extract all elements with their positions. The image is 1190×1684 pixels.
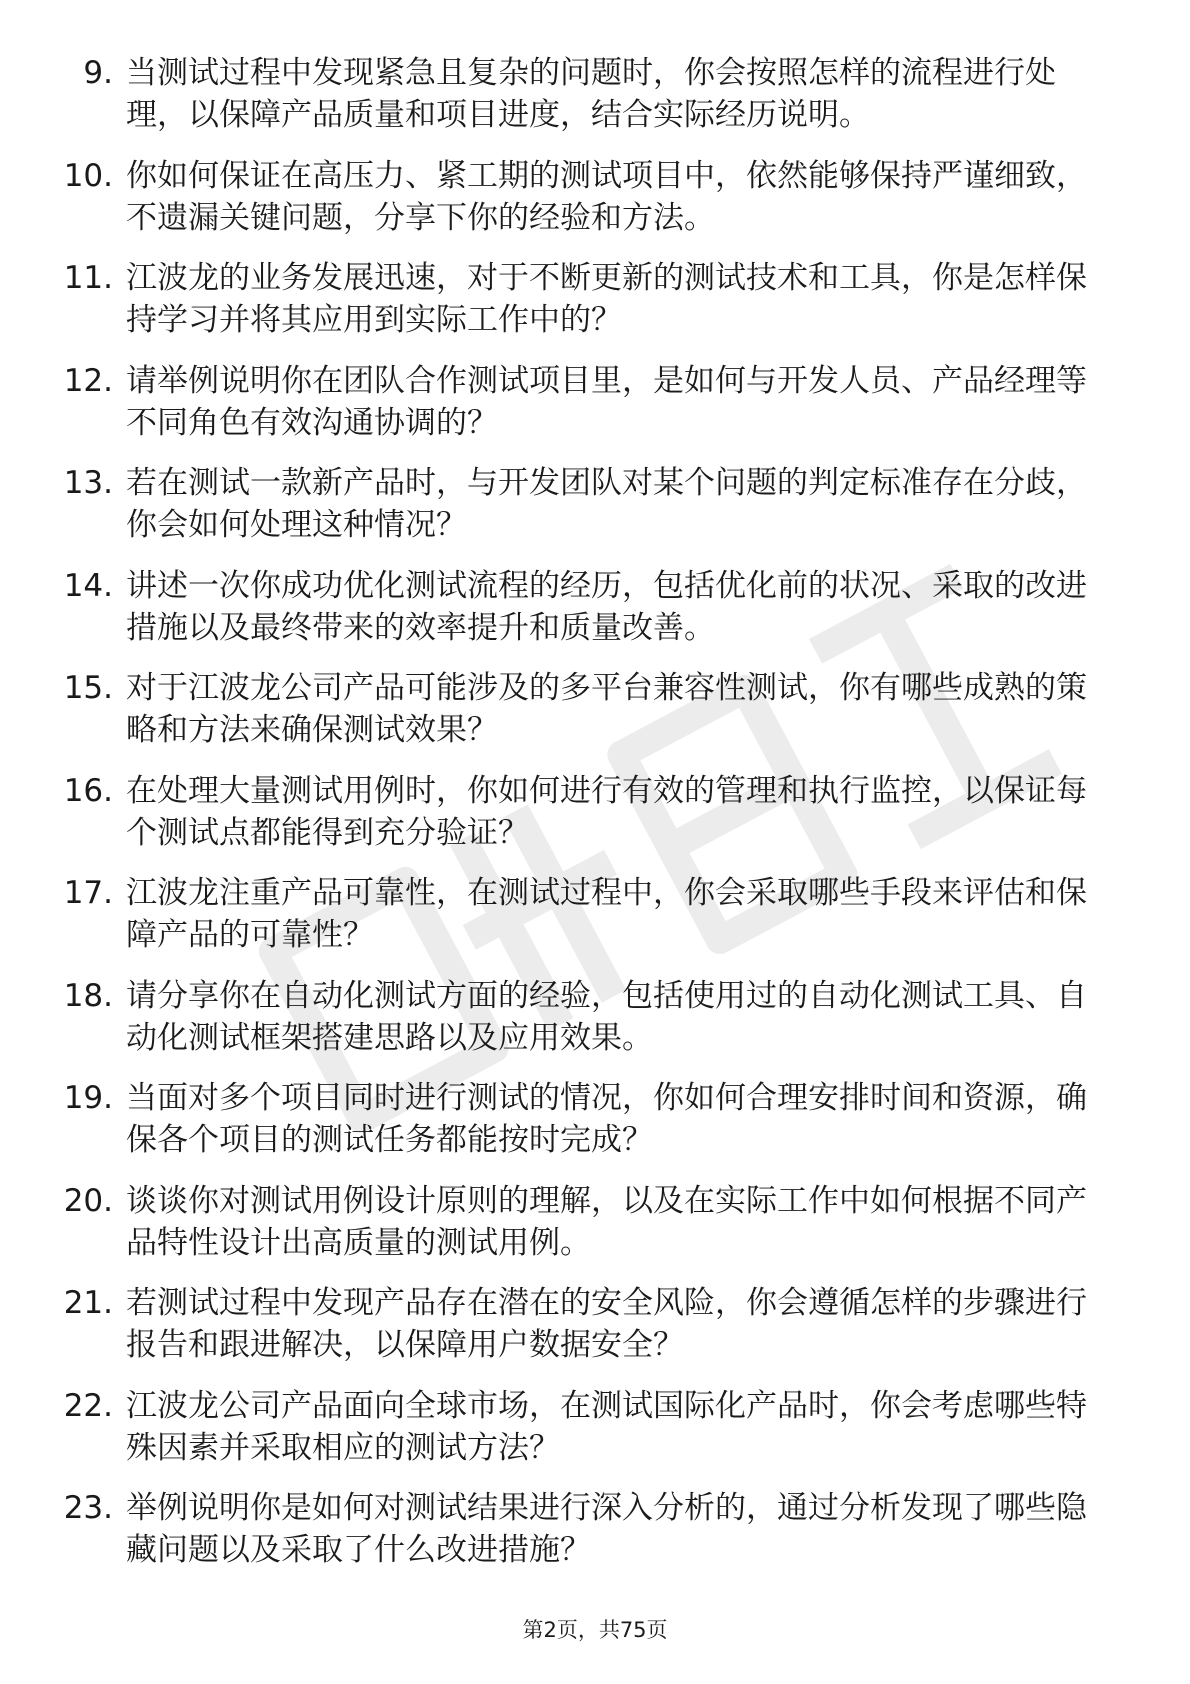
question-number: 21. bbox=[63, 1285, 113, 1321]
list-item bbox=[0, 1385, 1190, 1488]
list-item bbox=[0, 770, 1190, 873]
question-text: 谈谈你对测试用例设计原则的理解，以及在实际工作中如何根据不同产品特性设计出高质量的测试用例。 bbox=[126, 1182, 1087, 1261]
list-item bbox=[0, 975, 1190, 1078]
question-number: 19. bbox=[63, 1080, 113, 1116]
list-item bbox=[0, 1487, 1190, 1590]
question-text: 江波龙的业务发展迅速，对于不断更新的测试技术和工具，你是怎样保持学习并将其应用到实际工作中的？ bbox=[126, 260, 1087, 338]
question-number: 11. bbox=[63, 260, 113, 296]
list-item bbox=[0, 872, 1190, 975]
question-text: 请分享你在自动化测试方面的经验，包括使用过的自动化测试工具、自动化测试框架搭建思路以及应用效果。 bbox=[126, 977, 1087, 1056]
question-text: 你如何保证在高压力、紧工期的测试项目中，依然能够保持严谨细致，不遗漏关键问题，分享下你的经验和方法。 bbox=[126, 157, 1087, 236]
question-number: 17. bbox=[63, 875, 113, 911]
question-number: 14. bbox=[63, 567, 113, 604]
question-text: 举例说明你是如何对测试结果进行深入分析的，通过分析发现了哪些隐藏问题以及采取了什么改进措施？ bbox=[126, 1490, 1087, 1568]
question-list bbox=[0, 52, 1190, 1590]
question-number: 13. bbox=[63, 465, 113, 501]
question-text: 当面对多个项目同时进行测试的情况，你如何合理安排时间和资源，确保各个项目的测试任务都能按时完成？ bbox=[126, 1080, 1087, 1158]
question-number: 10. bbox=[63, 157, 113, 194]
question-number: 15. bbox=[63, 670, 113, 706]
question-number: 18. bbox=[63, 977, 113, 1014]
list-item bbox=[0, 1282, 1190, 1385]
list-item bbox=[0, 52, 1190, 155]
question-text: 若在测试一款新产品时，与开发团队对某个问题的判定标准存在分歧，你会如何处理这种情况？ bbox=[126, 465, 1087, 543]
list-item bbox=[0, 462, 1190, 565]
question-text: 在处理大量测试用例时，你如何进行有效的管理和执行监控，以保证每个测试点都能得到充分验证？ bbox=[126, 772, 1087, 851]
page-number-footer: 第2页，共75页 bbox=[522, 1618, 668, 1642]
list-item bbox=[0, 667, 1190, 770]
question-text: 当测试过程中发现紧急且复杂的问题时，你会按照怎样的流程进行处理，以保障产品质量和项目进度，结合实际经历说明。 bbox=[126, 55, 1056, 133]
list-item bbox=[0, 1180, 1190, 1283]
question-number: 9. bbox=[83, 55, 113, 91]
question-number: 20. bbox=[63, 1182, 113, 1219]
question-text: 请举例说明你在团队合作测试项目里，是如何与开发人员、产品经理等不同角色有效沟通协调的？ bbox=[126, 362, 1087, 441]
list-item bbox=[0, 565, 1190, 668]
question-text: 若测试过程中发现产品存在潜在的安全风险，你会遵循怎样的步骤进行报告和跟进解决，以保障用户数据安全？ bbox=[126, 1285, 1087, 1363]
question-text: 对于江波龙公司产品可能涉及的多平台兼容性测试，你有哪些成熟的策略和方法来确保测试效果？ bbox=[126, 670, 1087, 748]
list-item bbox=[0, 1077, 1190, 1180]
question-number: 23. bbox=[63, 1490, 113, 1526]
question-text: 江波龙公司产品面向全球市场，在测试国际化产品时，你会考虑哪些特殊因素并采取相应的测试方法？ bbox=[126, 1387, 1087, 1466]
list-item bbox=[0, 257, 1190, 360]
question-number: 22. bbox=[63, 1387, 113, 1424]
question-text: 讲述一次你成功优化测试流程的经历，包括优化前的状况、采取的改进措施以及最终带来的效率提升和质量改善。 bbox=[126, 567, 1087, 646]
question-number: 16. bbox=[63, 772, 113, 809]
question-number: 12. bbox=[63, 362, 113, 399]
list-item bbox=[0, 360, 1190, 463]
list-item bbox=[0, 155, 1190, 258]
question-text: 江波龙注重产品可靠性，在测试过程中，你会采取哪些手段来评估和保障产品的可靠性？ bbox=[126, 875, 1087, 953]
